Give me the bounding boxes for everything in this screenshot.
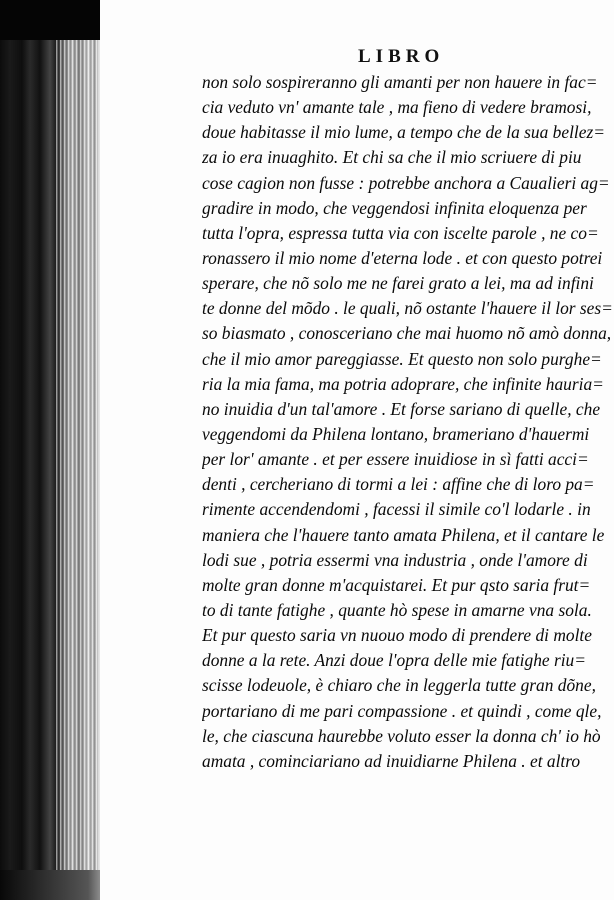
text-line: sperare, che nõ solo me ne farei grato a lei, ma ad infini <box>202 273 594 294</box>
text-line: no inuidia d'un tal'amore . Et forse sariano di quelle, che <box>202 398 601 419</box>
running-head: LIBRO <box>358 46 445 67</box>
text-line: per lor' amante . et per essere inuidiose in sì fatti acci= <box>202 449 589 470</box>
text-line: lodi sue , potria essermi vna industria , onde l'amore di <box>202 549 588 570</box>
text-line: maniera che l'hauere tanto amata Philena, et il cantare le <box>202 524 605 545</box>
body-text <box>202 70 614 774</box>
text-line: amata , cominciariano ad inuidiarne Philena . et altro <box>202 750 581 771</box>
text-line: portariano di me pari compassione . et quindi , come qle, <box>202 700 602 721</box>
text-line: molte gran donne m'acquistarei. Et pur qsto saria frut= <box>202 574 591 595</box>
text-line: non solo sospireranno gli amanti per non hauere in fac= <box>202 72 598 92</box>
text-line: ronassero il mio nome d'eterna lode . et con questo potrei <box>202 247 603 268</box>
text-line: che il mio amor pareggiasse. Et questo non solo purghe= <box>202 348 602 369</box>
text-line: donne a la rete. Anzi doue l'opra delle mie fatighe riu= <box>202 650 586 671</box>
text-line: to di tante fatighe , quante hò spese in amarne vna sola. <box>202 599 592 620</box>
text-line: scisse lodeuole, è chiaro che in leggerla tutte gran dõne, <box>202 675 596 696</box>
text-line: cia veduto vn' amante tale , ma fieno di vedere bramosi, <box>202 97 592 118</box>
scan-shadow-bottom <box>0 870 110 900</box>
text-line: cose cagion non fusse : potrebbe anchora a Caualieri ag= <box>202 172 610 193</box>
page-edge-lines <box>56 30 98 880</box>
text-line: veggendomi da Philena lontano, brameriano d'hauermi <box>202 423 590 444</box>
text-line: tutta l'opra, espressa tutta via con iscelte parole , ne co= <box>202 222 599 243</box>
text-line: te donne del mõdo . le quali, nõ ostante l'hauere il lor ses= <box>202 298 613 319</box>
text-line: ria la mia fama, ma potria adoprare, che infinite hauria= <box>202 373 604 394</box>
text-line: za io era inuaghito. Et chi sa che il mio scriuere di piu <box>202 147 582 168</box>
text-line: rimente accendendomi , facessi il simile co'l lodarle . in <box>202 499 591 520</box>
text-line: le, che ciascuna haurebbe voluto esser la donna ch' io hò <box>202 725 601 746</box>
text-line: gradire in modo, che veggendosi infinita eloquenza per <box>202 197 587 218</box>
text-line: Et pur questo saria vn nuouo modo di prendere di molte <box>202 625 592 646</box>
text-line: so biasmato , conosceriano che mai huomo nõ amò donna, <box>202 323 612 344</box>
text-line: doue habitasse il mio lume, a tempo che de la sua bellez= <box>202 122 605 143</box>
text-line: denti , cercheriano di tormi a lei : affine che di loro pa= <box>202 474 595 495</box>
